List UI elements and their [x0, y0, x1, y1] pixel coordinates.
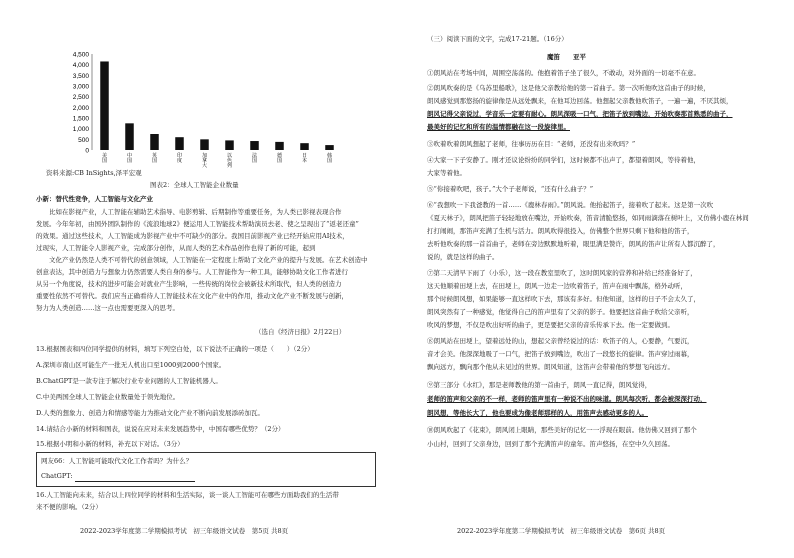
paragraph-line: ③吹着吹着朗风想起了老师，往事历历在目：“老师，还没有出来吹吗？”	[427, 140, 636, 148]
y-tick-label: 0	[85, 147, 89, 155]
y-tick-label: 1,000	[72, 126, 89, 134]
paragraph-line: 过现实，人工智能令人影视产业，完成部分创作，从而人类的艺术作品创作也得了新的可能，起到	[36, 244, 316, 252]
page-footer: 2022-2023学年度第二学期模拟考试 初三年级语文试卷 第6页 共8页	[457, 527, 666, 535]
x-tick-label: 色	[226, 158, 233, 164]
paragraph-line: ⑩朗风吹起了《花束》，朗风闭上眼睛，那些美好的记忆一一浮现在眼前。他仿佛又回到了那个	[427, 426, 697, 434]
paragraph-line: 朗风突然有了一种感觉，他觉得自己的笛声里有了父亲的影子。他要把这首曲子吹给父亲听，	[427, 308, 694, 316]
x-tick-label: 以	[226, 153, 233, 159]
paragraph-line: 从另一个角度说，技术的进步可能会对就业产生影响，一些传统的岗位会被新技术所取代，但人类的创造力	[36, 280, 342, 288]
answer-line[interactable]	[75, 473, 195, 482]
dialog-answer-label: ChatGPT:	[41, 472, 73, 480]
question-16: 16.人工智能向未来，结合以上四位同学的材料和生活实际，谈一谈人工智能可在哪些方面助我们的生活带	[36, 491, 339, 499]
y-tick-label: 500	[78, 136, 89, 144]
bar	[225, 140, 234, 150]
bar	[300, 143, 309, 150]
material-title: 小新：替代性竞争，人工智能与文化产业	[36, 195, 153, 203]
paragraph-line: 《夏天林子》，朗风把笛子轻轻地放在嘴边，开始吹奏，笛音清脆悠扬，如同雨滴落在树叶上，又仿佛小鹿在林间	[427, 214, 749, 222]
question-14: 14.请结合小新的材料和图表，说说在应对未来发展趋势中，中国有哪些优势？（2分）	[36, 425, 285, 433]
paragraph-line: ⑤“你接着吹吧，孩子。”大个子老师说，“还有什么曲子？”	[427, 185, 594, 193]
bar	[250, 141, 259, 150]
x-tick-label: 国	[276, 158, 283, 164]
bar	[200, 139, 209, 150]
section-title: （三）阅读下面的文字，完成17-21题。（16分）	[427, 35, 568, 43]
y-tick-label: 1,500	[72, 115, 89, 123]
paragraph-line: ⑧朗风站在田埂上，望着远处的山，想起父亲曾经说过的话：吹笛子的人，心要静，气要沉，	[427, 337, 694, 345]
story-title: 魔笛 亚平	[547, 53, 586, 61]
bar	[275, 142, 284, 150]
paragraph-line: 文化产业仍然是人类不可替代的创意领域，人工智能在一定程度上帮助了文化产业的提升与发展。在艺术创造中	[36, 256, 368, 264]
paragraph-line: 的效果。通过这些技术，人工智能成为影视产业中不可缺少的部分。我国目前影视产业已经开始应用AI技术，	[36, 232, 349, 240]
paragraph-line: 小山村，回到了父亲身边，回到了那个充满笛声的童年。笛声悠扬，在空中久久回荡。	[427, 440, 674, 448]
paragraph-line: 大家等着他。	[427, 169, 466, 177]
x-tick-label: 列	[226, 163, 233, 168]
paragraph-line: 飘向远方，飘向那个他从未见过的世界。朗风知道，这笛声会带着他的梦想飞向远方。	[427, 363, 674, 371]
paragraph-line: 比如在影视产业，人工智能在辅助艺术指导、电影剪辑、后期制作等重要任务，为人类已影视表现合作	[36, 208, 342, 216]
option-b: B.ChatGPT是一款专注于解决行业专业问题的人工智能机器人。	[36, 377, 222, 385]
underlined-line: 最美好的记忆和所有的温情都融在这一段旋律里。	[427, 123, 570, 131]
x-tick-label: 日	[301, 153, 308, 159]
y-tick-label: 4,500	[72, 51, 89, 59]
paragraph-line: 那个时候朗风想，如果能够一直这样吹下去，那该有多好。但他知道，这样的日子不会太久了，	[427, 295, 700, 303]
x-tick-label: 德	[276, 153, 283, 159]
paragraph-line: 说的，就是这样的曲子。	[427, 253, 499, 261]
dialog-box	[36, 452, 376, 487]
underlined-line: 朗风记得父亲说过，学音乐一定要有耐心。朗风深吸一口气，把笛子放到嘴边，开始吹奏那首熟悉的曲子，	[427, 110, 733, 118]
paragraph-line: ⑥“我想吹一下我爸教的一首……《鹿林春雨》。”朗风说。他抬起笛子，接着吹了起来。这是第一次吹	[427, 201, 714, 209]
bar	[100, 61, 109, 150]
bar	[125, 123, 134, 150]
citation: （选自《经济日报》2月22日）	[255, 328, 346, 336]
option-d: D.人类的想象力、创造力和情感等能力为推动文化产业不断向前发展添砖加瓦。	[36, 409, 265, 417]
option-c: C.中美两国全球人工智能企业数量处于领先地位。	[36, 393, 180, 401]
paragraph-line: 音才会美。他深深地吸了一口气，把笛子放到嘴边，吹出了一段悠长的旋律。笛声穿过雨幕，	[427, 350, 694, 358]
x-tick-label: 国	[126, 158, 133, 164]
x-tick-label: 印	[176, 153, 183, 159]
x-tick-label: 加	[201, 153, 208, 159]
question-13: 13.根据图表和四位同学提供的材料，填写下列空白处，以下说法不正确的一项是（ ）（2分）	[36, 345, 314, 353]
x-tick-label: 拿	[201, 158, 208, 164]
paragraph-line: 发展。今年年初，由国外团队制作的《流浪地球2》便运用人工智能技术帮助演员去老、使之呈现出了“返老还童”	[36, 220, 359, 228]
paragraph-line: ⑦第二天清早下雨了（小乐），这一段在教室里吹了，这时朗风家的营养和补给已经准备好了，	[427, 269, 697, 277]
x-tick-label: 中	[126, 153, 133, 159]
option-a: A.深圳市南山区可能生产一批无人机出口至1000到2000个国家。	[36, 361, 226, 369]
bar-chart	[60, 48, 350, 168]
y-tick-label: 2,000	[72, 104, 89, 112]
underlined-line: 朗风想，等他长大了，他也要成为像老师那样的人，用笛声去感动更多的人。	[427, 409, 648, 417]
chart-source: 资料来源:CB InSights,泽平宏观	[46, 169, 142, 177]
figure-caption: 图表2：全球人工智能企业数量	[150, 181, 239, 189]
x-tick-label: 度	[176, 158, 183, 164]
x-tick-label: 本	[301, 158, 308, 164]
paragraph-line: 吹风的梦想，不仅是吹出好听的曲子，更是要把父亲的音乐传承下去。他一定要做到。	[427, 321, 674, 329]
y-tick-label: 3,000	[72, 83, 89, 91]
x-tick-label: 美	[101, 153, 108, 159]
question-15: 15.根据小明和小新的材料，补充以下对话。（3分）	[36, 440, 184, 448]
bar	[175, 137, 184, 150]
y-tick-label: 2,500	[72, 94, 89, 102]
paragraph-line: 重要性依然不可替代。我们应当正确看待人工智能技术在文化产业中的作用，推动文化产业不断发展与创新，	[36, 292, 348, 300]
x-tick-label: 法	[251, 153, 258, 159]
x-tick-label: 大	[201, 163, 208, 168]
paragraph-line: 朗风感觉到那悠扬的旋律像是从远处飘来，在他耳边回荡。他想起父亲教他吹笛子，一遍一遍，不厌其烦，	[427, 97, 733, 105]
x-tick-label: 英	[151, 153, 158, 159]
x-tick-label: 韩	[326, 153, 333, 159]
paragraph-line: 创意表达，其中创造力与想象力仍然需要人类自身的参与。人工智能作为一种工具，能够协助文化工作者进行	[36, 268, 348, 276]
paragraph-line: 这天他顺着田埂上去，在田埂上，朗风一边走一边吹着笛子，笛声在雨中飘荡，格外动听，	[427, 282, 687, 290]
dialog-question: 网友66：人工智能可能取代文化工作者吗？为什么？	[41, 457, 193, 465]
paragraph-line: ②朗风吹奏的是《乌苏里船歌》，这是他父亲教给他的第一首曲子。第一次听他吹这首曲子的时候，	[427, 84, 710, 92]
paragraph-line: ⑨第三部分《水红》，那是老师教他的第一首曲子，朗风一直记得，朗风觉得，	[427, 381, 652, 389]
paragraph-line: ①朗风站在考场中间，周围空荡荡的。他抱着笛子坐了很久，不敢动，对外面的一切毫不在意。	[427, 69, 700, 77]
paragraph-line: 去听他吹奏的那一首首曲子，老师在旁边默默地听着，眼里满是赞许，朗风的笛声让所有人都沉醉了，	[427, 240, 720, 248]
paragraph-line: 努力为人类创造……这一点也需要更深入的思考。	[36, 304, 179, 312]
bar	[150, 134, 159, 150]
y-tick-label: 4,000	[72, 62, 89, 70]
bar	[325, 145, 334, 150]
x-tick-label: 国	[151, 158, 158, 164]
x-tick-label: 国	[326, 158, 333, 164]
paragraph-line: ④大家一下子安静了。刚才还议论纷纷的同学们，这时候都不出声了，都望着朗风，等待着他，	[427, 156, 700, 164]
y-tick-label: 3,500	[72, 72, 89, 80]
x-tick-label: 国	[251, 158, 258, 164]
question-16-cont: 来不便的影响。（2分）	[36, 503, 102, 511]
underlined-line: 老师的笛声和父亲的不一样，老师的笛声里有一种说不出的味道。朗风每次听，都会被深深打动，	[427, 395, 707, 403]
page-footer: 2022-2023学年度第二学期模拟考试 初三年级语文试卷 第5页 共8页	[80, 527, 289, 535]
right-page	[397, 0, 794, 558]
x-tick-label: 国	[101, 158, 108, 164]
paragraph-line: 打打闹闹，那笛声充满了生机与活力。朗风吹得很投入，仿佛整个世界只剩下他和他的笛子，	[427, 227, 694, 235]
